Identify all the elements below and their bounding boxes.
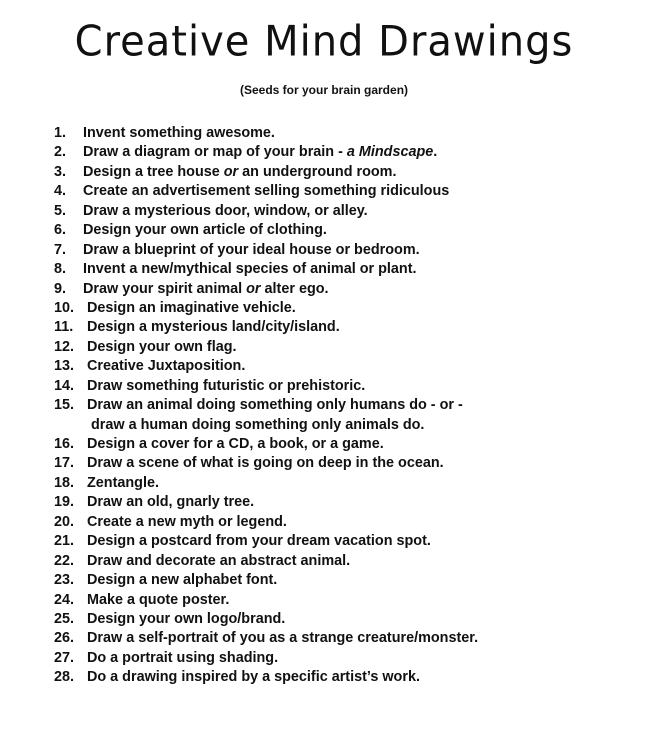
item-text: Creative Juxtaposition. xyxy=(87,358,246,375)
item-number: 16. xyxy=(54,436,75,453)
item-text: Invent something awesome. xyxy=(83,125,275,141)
item-number: 20. xyxy=(54,513,75,530)
list-item xyxy=(54,299,478,318)
list-item xyxy=(54,668,478,687)
list-item xyxy=(54,260,478,279)
list-item xyxy=(54,241,478,260)
item-number: 8. xyxy=(54,261,67,278)
item-text: Draw a self-portrait of you as a strange creature/monster. xyxy=(87,630,479,647)
list-item xyxy=(54,474,478,493)
list-item xyxy=(54,513,478,532)
item-number: 13. xyxy=(54,358,75,375)
item-number: 12. xyxy=(54,338,75,355)
item-emphasis: or xyxy=(246,280,261,297)
item-text: Draw an animal doing something only humans do - or - xyxy=(87,397,463,414)
item-text: Draw a scene of what is going on deep in the ocean. xyxy=(87,455,444,472)
item-number: 15. xyxy=(54,397,75,414)
item-number: 7. xyxy=(54,241,67,258)
item-number: 27. xyxy=(54,649,75,666)
list-item xyxy=(54,571,478,590)
list-item xyxy=(54,124,478,143)
item-number: 22. xyxy=(54,552,75,569)
item-number: 28. xyxy=(54,669,75,686)
list-item xyxy=(54,280,478,299)
item-text: Design an imaginative vehicle. xyxy=(87,299,296,316)
list-item xyxy=(54,610,478,629)
list-item xyxy=(54,435,478,454)
item-text: Draw a diagram or map of your brain - a Mindscape. xyxy=(83,144,438,161)
list-item xyxy=(54,649,478,668)
list-item xyxy=(54,493,478,512)
item-number: 6. xyxy=(54,222,67,239)
item-text: Design a cover for a CD, a book, or a game. xyxy=(87,436,384,453)
list-item xyxy=(54,591,478,610)
item-text-continuation: draw a human doing something only animals do. xyxy=(91,416,425,433)
page-title: Creative Mind Drawings xyxy=(74,17,574,67)
list-item xyxy=(54,532,478,551)
item-text: Design your own logo/brand. xyxy=(87,610,286,627)
item-text: Create an advertisement selling something ridiculous xyxy=(83,183,450,200)
item-number: 19. xyxy=(54,494,75,511)
list-item xyxy=(54,202,478,221)
list-item xyxy=(54,338,478,357)
item-number: 1. xyxy=(54,125,67,141)
item-text: Zentangle. xyxy=(87,474,159,491)
item-number: 18. xyxy=(54,474,75,491)
item-number: 14. xyxy=(54,377,75,394)
list-item xyxy=(54,163,478,182)
item-text: Draw a blueprint of your ideal house or bedroom. xyxy=(83,241,420,258)
item-number: 9. xyxy=(54,280,67,297)
item-number: 23. xyxy=(54,572,75,589)
item-text: Design a postcard from your dream vacation spot. xyxy=(87,533,431,550)
item-text: Draw an old, gnarly tree. xyxy=(87,494,255,511)
item-text: Invent a new/mythical species of animal or plant. xyxy=(83,261,417,278)
item-number: 21. xyxy=(54,533,75,550)
page-subtitle: (Seeds for your brain garden) xyxy=(239,83,409,97)
item-text: Design a tree house or an underground room. xyxy=(83,163,397,180)
item-number: 24. xyxy=(54,591,75,608)
item-text: Design your own article of clothing. xyxy=(83,222,327,239)
list-item xyxy=(54,377,478,396)
item-number: 4. xyxy=(54,183,67,200)
list-item xyxy=(54,552,478,571)
item-number: 10. xyxy=(54,299,75,316)
item-number: 3. xyxy=(54,163,67,180)
list-item xyxy=(54,396,478,435)
list-item xyxy=(54,629,478,648)
item-text: Design your own flag. xyxy=(87,338,237,355)
item-text: Make a quote poster. xyxy=(87,591,230,608)
item-number: 11. xyxy=(54,319,74,336)
item-text: Do a portrait using shading. xyxy=(87,649,279,666)
list-item xyxy=(54,143,478,162)
item-text: Draw your spirit animal or alter ego. xyxy=(83,280,329,297)
item-text: Draw and decorate an abstract animal. xyxy=(87,552,351,569)
item-emphasis: or xyxy=(223,163,239,180)
list-item xyxy=(54,182,478,201)
list-item xyxy=(54,221,478,240)
item-emphasis: a Mindscape xyxy=(346,144,434,161)
prompt-list xyxy=(54,124,478,688)
item-number: 17. xyxy=(54,455,75,472)
item-number: 2. xyxy=(54,144,67,161)
item-text: Do a drawing inspired by a specific artist’s work. xyxy=(87,669,420,686)
list-item xyxy=(54,318,478,337)
item-text: Create a new myth or legend. xyxy=(87,513,287,530)
item-number: 5. xyxy=(54,202,67,219)
item-text: Draw something futuristic or prehistoric. xyxy=(87,377,366,394)
item-number: 25. xyxy=(54,610,75,627)
list-item xyxy=(54,454,478,473)
item-text: Design a mysterious land/city/island. xyxy=(87,319,340,336)
list-item xyxy=(54,357,478,376)
item-text: Draw a mysterious door, window, or alley. xyxy=(83,202,368,219)
item-number: 26. xyxy=(54,630,75,647)
item-text: Design a new alphabet font. xyxy=(87,572,278,589)
